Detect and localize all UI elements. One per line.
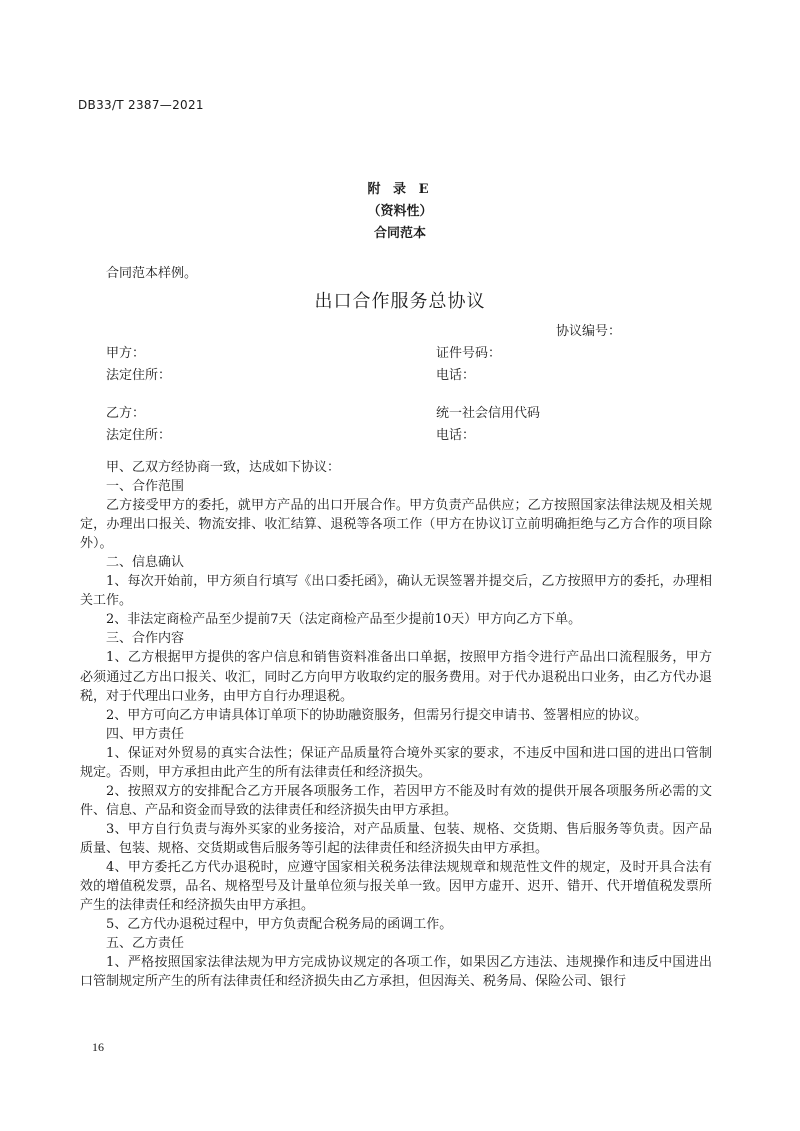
section-heading: 一、合作范围: [106, 479, 185, 495]
appendix-name: 合同范本: [373, 226, 426, 241]
section-heading: 四、甲方责任: [106, 726, 185, 742]
contract-body: [80, 458, 712, 991]
page-number: 16: [92, 1040, 104, 1054]
appendix-title: 附 录 E: [367, 182, 433, 197]
party-b-phone-label: 电话：: [436, 428, 476, 443]
standard-number: DB33/T 2387—2021: [78, 98, 204, 112]
sample-note: 合同范本样例。: [106, 266, 198, 281]
clause-paragraph: 4、甲方委托乙方代办退税时，应遵守国家相关税务法律法规规章和规范性文件的规定，及时开具合法有效的增值税发票，品名、规格型号及计量单位须与报关单一致。因甲方虚开、迟开、错开、代开增值税发票所产生的法律责任和经济损失由甲方承担。: [80, 859, 712, 914]
clause-paragraph: 2、非法定商检产品至少提前7天（法定商检产品至少提前10天）甲方向乙方下单。: [106, 612, 582, 628]
party-a-id-label: 证件号码：: [436, 346, 502, 361]
party-b-credit-code-label: 统一社会信用代码: [436, 406, 541, 421]
appendix-nature: （资料性）: [367, 204, 433, 219]
party-a-label: 甲方：: [106, 346, 146, 361]
clause-paragraph: 3、甲方自行负责与海外买家的业务接洽，对产品质量、包装、规格、交货期、售后服务等负责。因产品质量、包装、规格、交货期或售后服务等引起的法律责任和经济损失由甲方承担。: [80, 821, 712, 856]
clause-paragraph: 2、按照双方的安排配合乙方开展各项服务工作，若因甲方不能及时有效的提供开展各项服务所必需的文件、信息、产品和资金而导致的法律责任和经济损失由甲方承担。: [80, 783, 712, 818]
clause-paragraph: 1、保证对外贸易的真实合法性；保证产品质量符合境外买家的要求，不违反中国和进口国的进出口管制规定。否则，甲方承担由此产生的所有法律责任和经济损失。: [80, 745, 712, 780]
party-a-phone-label: 电话：: [436, 368, 476, 383]
clause-paragraph: 乙方接受甲方的委托，就甲方产品的出口开展合作。甲方负责产品供应；乙方按照国家法律法规及相关规定，办理出口报关、物流安排、收汇结算、退税等各项工作（甲方在协议订立前明确拒绝与乙方合作的项目除外）。: [80, 498, 712, 552]
clause-paragraph: 1、严格按照国家法律法规为甲方完成协议规定的各项工作，如果因乙方违法、违规操作和违反中国进出口管制规定所产生的所有法律责任和经济损失由乙方承担，但因海关、税务局、保险公司、银行: [80, 955, 712, 990]
protocol-number-label: 协议编号：: [556, 324, 622, 339]
contract-title: 出口合作服务总协议: [314, 291, 486, 312]
clause-paragraph: 5、乙方代办退税过程中，甲方负责配合税务局的函调工作。: [106, 917, 453, 933]
section-heading: 五、乙方责任: [106, 936, 185, 952]
party-a-address-label: 法定住所：: [106, 368, 172, 383]
clause-paragraph: 2、甲方可向乙方申请具体订单项下的协助融资服务，但需另行提交申请书、签署相应的协议。: [106, 707, 648, 723]
section-heading: 二、信息确认: [106, 555, 185, 571]
clause-paragraph: 1、每次开始前，甲方须自行填写《出口委托函》，确认无误签署并提交后，乙方按照甲方的委托，办理相关工作。: [80, 574, 712, 609]
clause-paragraph: 1、乙方根据甲方提供的客户信息和销售资料准备出口单据，按照甲方指令进行产品出口流程服务，甲方必须通过乙方出口报关、收汇，同时乙方向甲方收取约定的服务费用。对于代办退税出口业务，由乙方代办退税，对于代理出口业务，由甲方自行办理退税。: [80, 650, 712, 704]
intro-paragraph: 甲、乙双方经协商一致，达成如下协议：: [106, 460, 341, 475]
party-b-address-label: 法定住所：: [106, 428, 172, 443]
section-heading: 三、合作内容: [106, 631, 185, 647]
party-b-label: 乙方：: [106, 406, 146, 421]
